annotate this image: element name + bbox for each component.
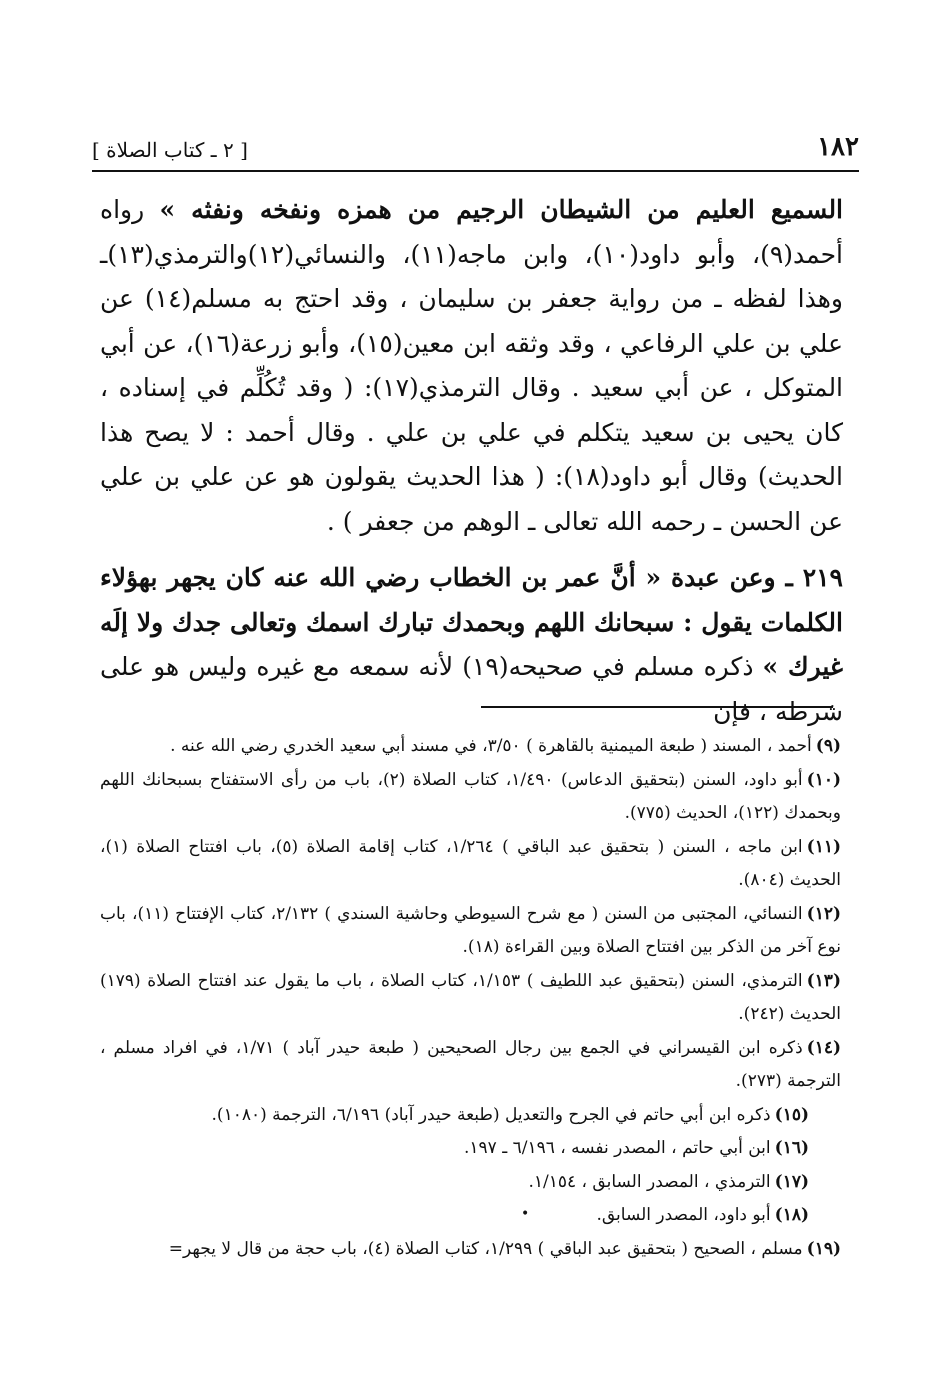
footnote: (١٥)ذكره ابن أبي حاتم في الجرح والتعديل (طبعة حيدر آباد) ٦/١٩٦، الترجمة (١٠٨٠). [211, 1104, 809, 1125]
paragraph-1-text: رواه أحمد(٩)، وأبو داود(١٠)، وابن ماجه(١١)، والنسائي(١٢)والترمذي(١٣)ـ وهذا لفظه ـ من رواية جعفر بن سليمان ، وقد احتج به مسلم(١٤) عن علي بن علي الرفاعي ، وقد وثقه ابن معين(١٥)، وأبو زرعة(١٦)، عن أبي المتوكل ، عن أبي سعيد . وقال الترمذي(١٧): ( وقد تُكُلِّم في إسناده ، كان يحيى بن سعيد يتكلم في علي بن علي . وقال أحمد : لا يصح هذا الحديث) وقال أبو داود(١٨): ( هذا الحديث يقولون هو عن علي بن علي عن الحسن ـ رحمه الله تعالى ـ الوهم من جعفر ) . [100, 195, 844, 536]
running-title: [ ٢ ـ كتاب الصلاة ] [92, 138, 248, 162]
page-header [92, 128, 859, 172]
stray-dot-mark: • [521, 1206, 530, 1222]
hadith-219-quote: ٢١٩ ـ وعن عبدة « أنَّ عمر بن الخطاب رضي الله عنه كان يجهر بهؤلاء الكلمات يقول : سبحانك اللهم وبحمدك تبارك اسمك وتعالى جدك ولا إلَه غيرك » [100, 563, 843, 681]
main-text [100, 188, 843, 734]
page-number: ١٨٢ [817, 132, 859, 162]
footnote: (١٩)مسلم ، الصحيح ( بتحقيق عبد الباقي ) ١/٢٩٩، كتاب الصلاة (٤)، باب حجة من قال لا يجهر= [168, 1238, 841, 1259]
paragraph-1 [100, 188, 843, 544]
footnote: (١٣)الترمذي، السنن (بتحقيق عبد اللطيف ) ١/١٥٣، كتاب الصلاة ، باب ما يقول عند افتتاح الصلاة (١٧٩) الحديث (٢٤٢). [100, 970, 841, 1024]
footnote: (١٠)أبو داود، السنن (بتحقيق الدعاس) ١/٤٩٠، كتاب الصلاة (٢)، باب من رأى الاستفتاح بسبحانك اللهم وبحمدك (١٢٢)، الحديث (٧٧٥). [100, 769, 841, 823]
footnotes [100, 730, 841, 1266]
footnote: (١٨)أبو داود، المصدر السابق. [596, 1205, 809, 1225]
footnote: (١٦)ابن أبي حاتم ، المصدر نفسه ، ٦/١٩٦ ـ ١٩٧. [463, 1138, 809, 1158]
hadith-quote: السميع العليم من الشيطان الرجيم من همزه ونفخه ونفثه » [159, 195, 844, 224]
footnote: (١٢)النسائي، المجتبى من السنن ( مع شرح السيوطي وحاشية السندي ) ٢/١٣٢، كتاب الإفتتاح (١١)، باب نوع آخر من الذكر بين افتتاح الصلاة وبين القراءة (١٨). [100, 903, 841, 957]
footnote: (٩)أحمد ، المسند ( طبعة الميمنية بالقاهرة ) ٣/٥٠، في مسند أبي سعيد الخدري رضي الله عنه . [170, 736, 841, 756]
paragraph-2-text: ذكره مسلم في صحيحه(١٩) لأنه سمعه مع غيره وليس هو على شرطه ، فإن [100, 652, 843, 726]
footnote-divider [481, 706, 833, 708]
footnote: (١٧)الترمذي ، المصدر السابق ، ١/١٥٤. [528, 1171, 809, 1192]
footnote: (١٤)ذكره ابن القيسراني في الجمع بين رجال الصحيحين ( طبعة حيدر آباد ) ١/٧١، في افراد مسلم ، الترجمة (٢٧٣). [100, 1037, 842, 1091]
footnote: (١١)ابن ماجه ، السنن ( بتحقيق عبد الباقي ) ١/٢٦٤، كتاب إقامة الصلاة (٥)، باب افتتاح الصلاة (١)، الحديث (٨٠٤). [100, 836, 841, 890]
